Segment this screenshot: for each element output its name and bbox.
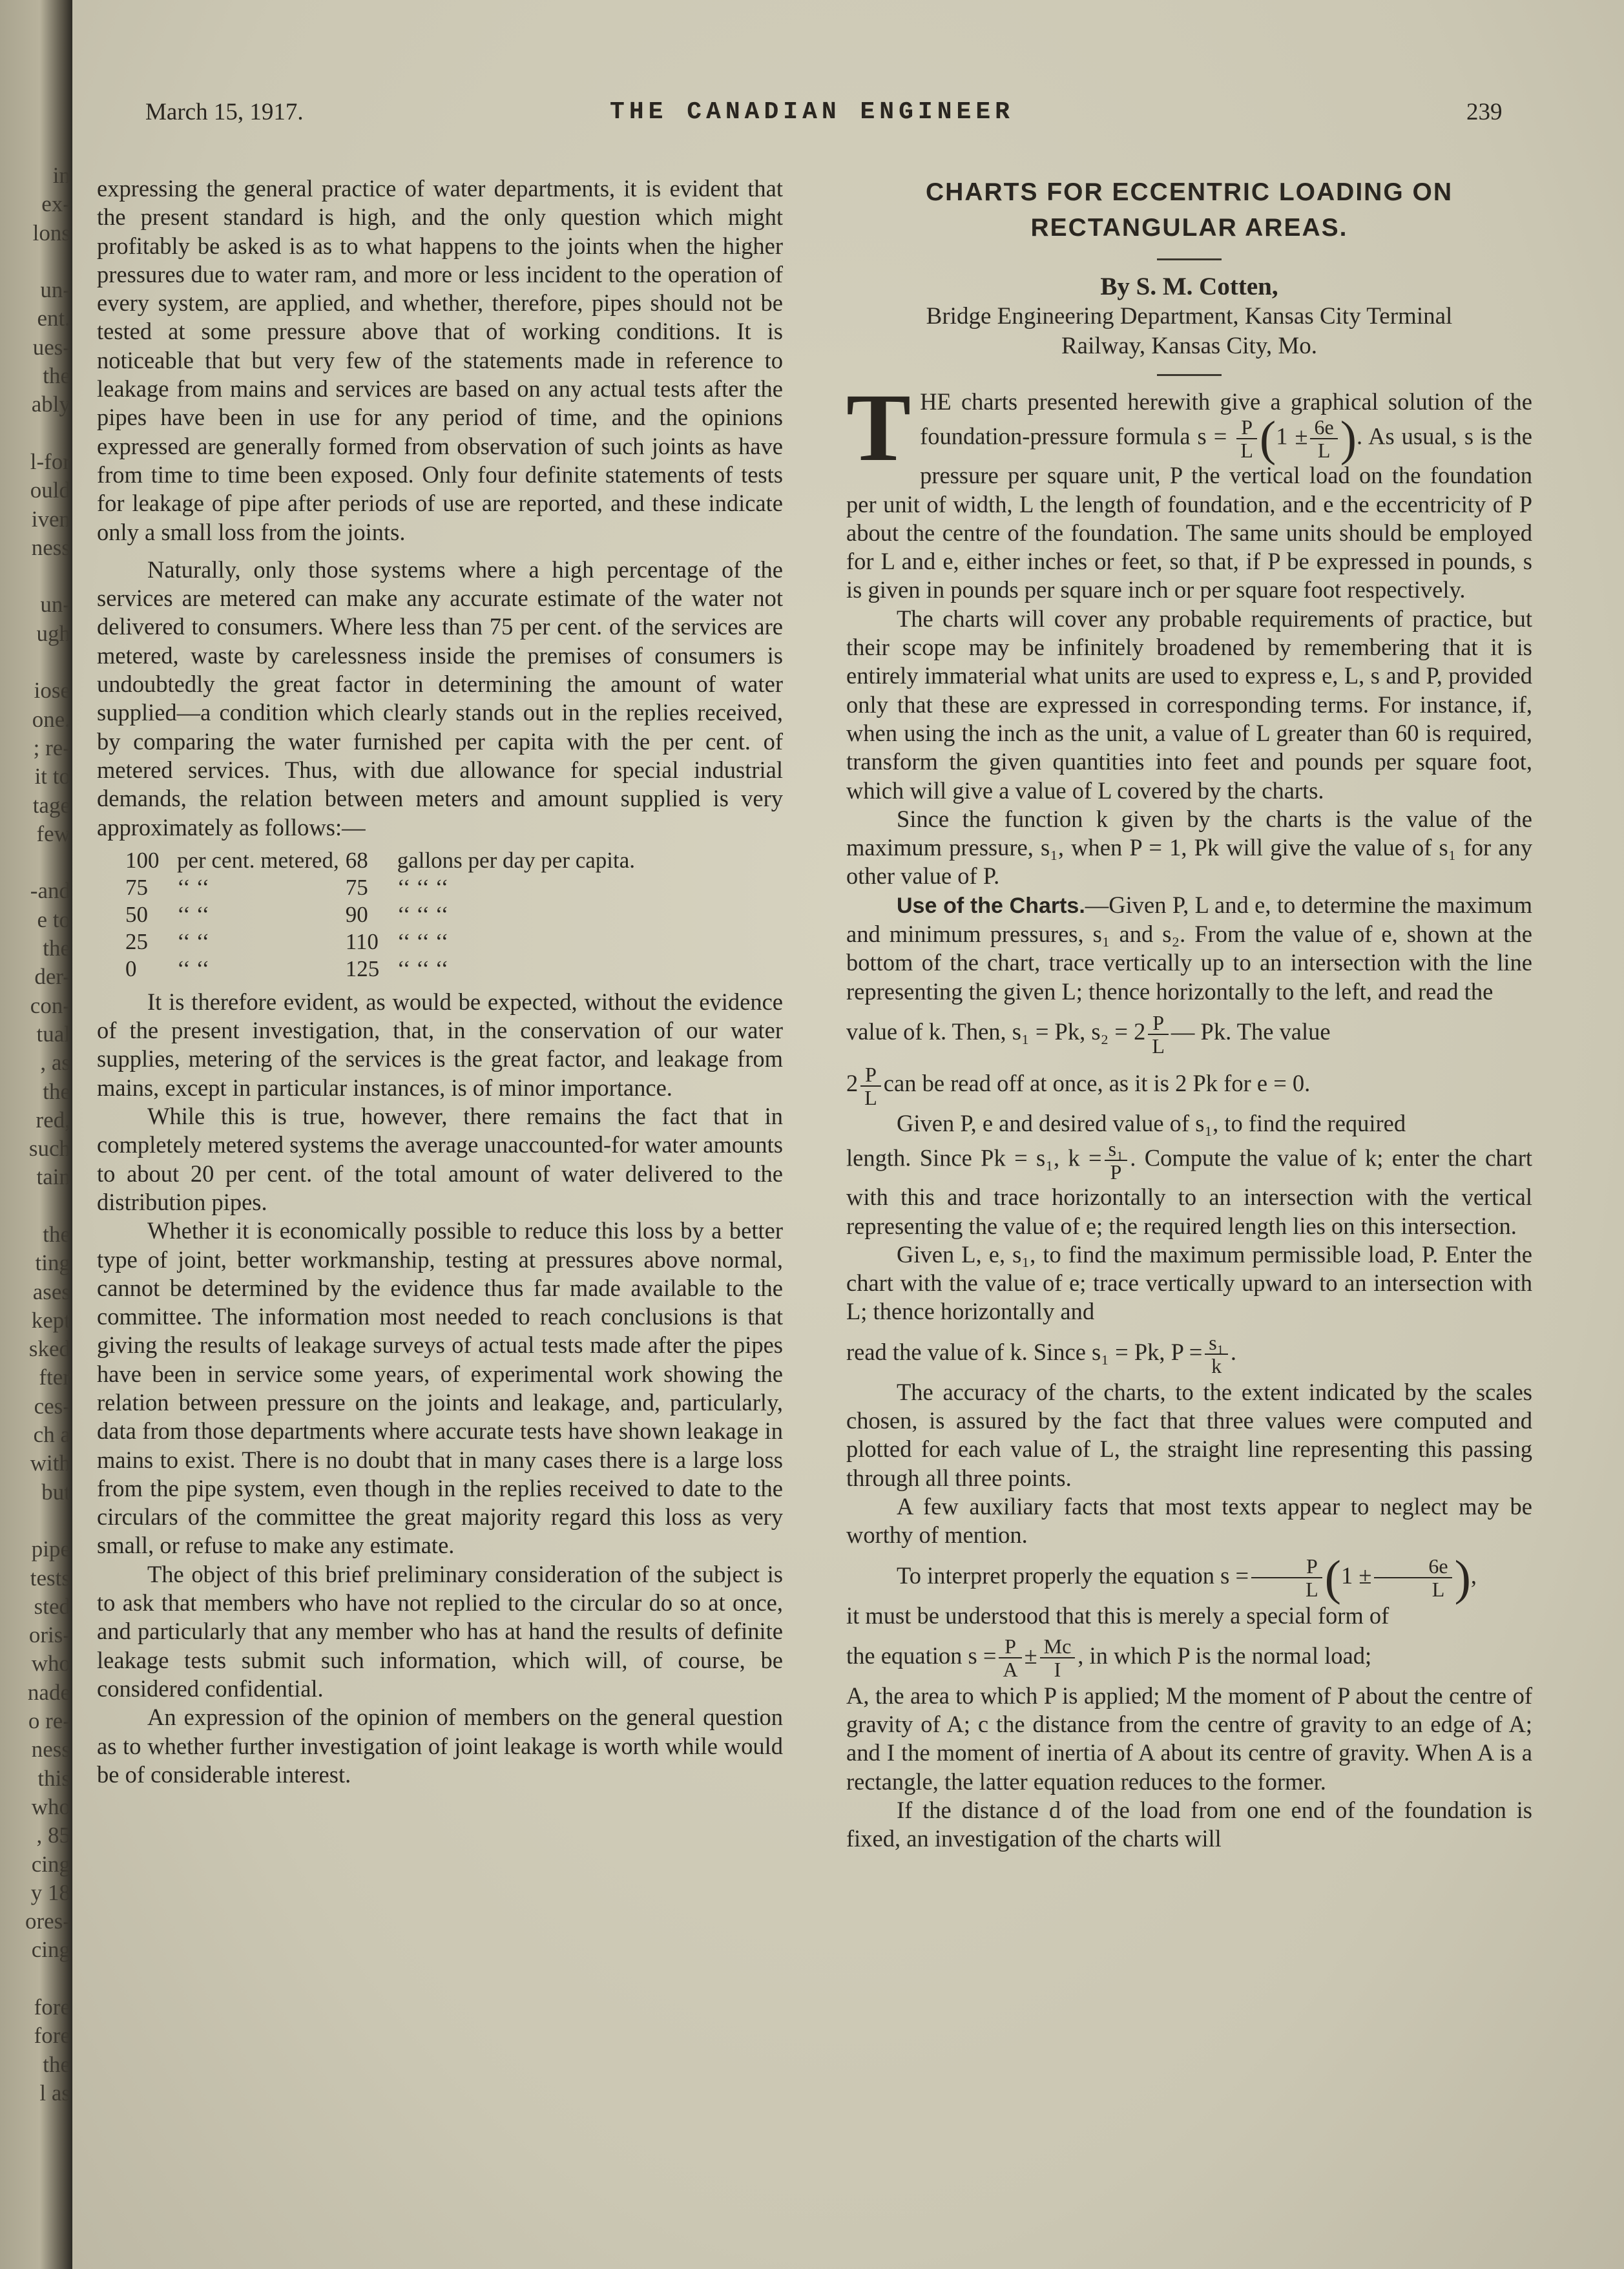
fragment-line: it to (34, 764, 70, 789)
left-column (97, 174, 783, 1789)
fragment-line: red, (36, 1107, 70, 1133)
fragment-line: ues- (32, 334, 70, 360)
fragment-line: con- (30, 992, 70, 1018)
fragment-line: such (28, 1136, 70, 1162)
paragraph: it must be understood that this is merely a special form of (846, 1602, 1390, 1629)
article-title-line1: CHARTS FOR ECCENTRIC LOADING ON (926, 178, 1453, 206)
table-row (125, 901, 641, 928)
byline-rule (1157, 374, 1222, 376)
table-cell: ‘‘ ‘‘ (177, 956, 210, 981)
fragment-line: y 18 (30, 1879, 70, 1905)
fraction: $\frac{\text{s₁}}{k}$ (1205, 1332, 1228, 1377)
fragment-line: cing (31, 1937, 70, 1963)
running-head-date: March 15, 1917. (145, 99, 304, 125)
table-cell: 125 (345, 956, 380, 981)
table-cell: 0 (125, 956, 137, 981)
fragment-line: e to (37, 906, 70, 932)
fragment-line: the (43, 1078, 70, 1104)
title-rule (1157, 258, 1222, 260)
paragraph: value of k. Then, s₁ = Pk, s₂ = 2 $\frac{P}{L}$ — Pk. The value (846, 1010, 1331, 1058)
fragment-line: lons (32, 220, 70, 246)
fragment-line (0, 562, 70, 591)
fraction: $\frac{6e}{L}$ (1374, 1555, 1452, 1600)
fragment-line: l-for (30, 448, 70, 474)
paragraph: Given L, e, s₁, to find the maximum permissible load, P. Enter the chart with the value of e; trace vertically upward to an intersection with L; thence horizontally and (846, 1240, 1532, 1325)
paragraph: A few auxiliary facts that most texts appear to neglect may be worthy of mention. (846, 1492, 1532, 1549)
fragment-line: kept (31, 1307, 70, 1333)
right-column (846, 174, 1532, 1854)
fragment-line: the (43, 936, 70, 961)
fragment-line: -and (30, 878, 70, 904)
paragraph: expressing the general practice of water departments, it is evident that the present standard is high, and the only question which might profitably be asked is as to what happens to the joints when the higher pressures due to water ram, and more or less incident to the operation of every system, are applied, and whether, therefore, pipes should not be tested at some pressure above that of working conditions. It is noticeable that but very few of the statements made in reference to leakage from mains and services are based on any actual tests after the pipes have been in use for any period of time, and the opinions expressed are generally formed from observation of such joints as have from time to time been exposed. Only four definite statements of tests for leakage of pipe after periods of use are reported, and these indicate only a small loss from the joints. (97, 175, 783, 545)
fraction: $\frac{\text{s₁}}{P}$ (1105, 1138, 1128, 1183)
table-row (125, 928, 641, 956)
table-cell: 75 (345, 874, 368, 900)
fragment-line (0, 247, 70, 276)
table-cell: 90 (345, 901, 368, 927)
fraction: $\frac{6e}{L}$ (1310, 416, 1337, 461)
fragment-line: ex- (41, 191, 70, 217)
paragraph: THE charts presented herewith give a graphical solution of the foundation-pressure formula s = $\frac{P}{L}$ (1 ± $\frac{6e}{L}$ ). As usual, s is the pressure per square unit, P the vertical load on the foundation per unit of width, L the length of foundation, and e the eccentricity of P about the centre of the foundation. The same units should be employed for L and e, either inches or feet, so that, if P be expressed in pounds, s is given in pounds per square inch or per square foot respectively. (846, 374, 1532, 603)
fragment-line: tage (32, 792, 70, 818)
byline: By S. M. Cotten, (1100, 273, 1278, 300)
fragment-line: fore (34, 2023, 70, 2049)
fragment-line: but (41, 1479, 70, 1505)
fragment-line: tual (36, 1021, 70, 1047)
fragment-line: sted (34, 1593, 70, 1619)
drop-cap: T (846, 374, 911, 481)
paragraph: The object of this brief preliminary consideration of the subject is to ask that members who have not replied to the circular do so at once, and particularly that any member who has at hand the results of definite leakage tests submit such information, which will, of course, be considered confidential. (97, 1560, 783, 1702)
table-cell: ‘‘ ‘‘ (177, 901, 210, 927)
affiliation-line1: Bridge Engineering Department, Kansas City Terminal (926, 303, 1453, 329)
fragment-line: the (43, 2051, 70, 2077)
fragment-line: fter (39, 1365, 70, 1390)
fragment-line: ases (32, 1279, 70, 1304)
fragment-line: un- (40, 592, 70, 618)
fraction: $\frac{P}{L}$ (1236, 416, 1257, 461)
paragraph: length. Since Pk = s₁, k = $\frac{\text{s₁}}{P}$ . Compute the value of k; enter the chart with this and trace horizontally to an intersection with the vertical representing the value of e; the required length lies on this intersection. (846, 1137, 1532, 1239)
fragment-line: iven (31, 506, 70, 532)
table-cell: ‘‘ ‘‘ ‘‘ (397, 874, 449, 900)
paragraph: A, the area to which P is applied; M the moment of P about the centre of gravity of A; c the distance from the centre of gravity to an edge of A; and I the moment of inertia of A about its centre of gravity. When A is a rectangle, the latter equation reduces to the former. (846, 1682, 1532, 1795)
fragment-line: who (31, 1793, 70, 1819)
fragment-line (0, 1965, 70, 1993)
fragment-line: ould (30, 477, 70, 503)
paragraph: While this is true, however, there remains the fact that in completely metered systems the average unaccounted-for water amounts to about 20 per cent. of the total amount of water delivered to the distribution pipes. (97, 1103, 783, 1215)
table-cell: 68 (345, 847, 368, 873)
paragraph: If the distance d of the load from one end of the foundation is fixed, an investigation of the charts will (846, 1796, 1532, 1852)
affiliation-line2: Railway, Kansas City, Mo. (1061, 333, 1317, 359)
fragment-line: who (31, 1651, 70, 1677)
table-row (125, 956, 641, 983)
table-cell: ‘‘ ‘‘ ‘‘ (397, 956, 449, 981)
fragment-line: ent. (37, 306, 70, 331)
fragment-line: this (37, 1765, 70, 1791)
metering-table (125, 847, 641, 983)
fragment-line: o re- (28, 1708, 70, 1734)
fragment-line: ting (35, 1250, 70, 1276)
page-number: 239 (1466, 99, 1503, 125)
fragment-line: the (43, 1221, 70, 1247)
section-heading: Use of the Charts. (897, 893, 1085, 918)
table-cell: ‘‘ ‘‘ (177, 874, 210, 900)
fragment-line: der- (34, 964, 70, 990)
fragment-line: with (30, 1450, 70, 1476)
fragment-line: nade (27, 1679, 70, 1705)
fragment-line: in (52, 163, 70, 188)
fragment-line: the (43, 363, 70, 389)
article-title-line2: RECTANGULAR AREAS. (1030, 214, 1348, 242)
fragment-line: ores- (25, 1908, 70, 1934)
paragraph: Use of the Charts.—Given P, L and e, to determine the maximum and minimum pressures, s₁ and s₂. From the value of e, shown at the bottom of the chart, trace vertically up to an intersection with the line representing the given L; thence horizontally to the left, and read the (846, 891, 1532, 1005)
table-cell: ‘‘ ‘‘ ‘‘ (397, 901, 449, 927)
paragraph: It is therefore evident, as would be expected, without the evidence of the present investigation, that, in the conservation of our water supplies, metering of the services is the great factor, and leakage from mains, except in particular instances, is of minor importance. (97, 988, 783, 1101)
fragment-line: un- (40, 277, 70, 303)
paragraph: To interpret properly the equation s = $\frac{P}{L}$ (1 ± $\frac{6e}{L}$ ), (897, 1551, 1477, 1605)
paragraph: Naturally, only those systems where a high percentage of the services are metered can make any accurate estimate of the water not delivered to consumers. Where less than 75 per cent. of the services are metered, waste by carelessness inside the premises of consumers is undoubtedly the great factor in determining the amount of water supplied—a condition which clearly stands out in the replies received, by comparing the water furnished per capita with the per cent. of metered services. Thus, with due allowance for special industrial demands, the relation between meters and amount supplied is very approximately as follows:— (97, 556, 783, 841)
table-cell: 50 (125, 901, 148, 927)
table-cell: ‘‘ ‘‘ (177, 928, 210, 954)
paragraph: An expression of the opinion of members on the general question as to whether further investigation of joint leakage is worth while would be of considerable interest. (97, 1704, 783, 1788)
fragment-line: , 85 (36, 1823, 70, 1848)
fragment-line: sked (28, 1336, 70, 1362)
paragraph: Given P, e and desired value of s₁, to find the required (897, 1109, 1406, 1136)
paragraph: Since the function k given by the charts is the value of the maximum pressure, s₁, when P = 1, Pk will give the value of s₁ for any other value of P. (846, 805, 1532, 890)
fragment-line: ugh (36, 620, 70, 646)
fragment-line: few (36, 821, 70, 846)
paragraph: The charts will cover any probable requirements of practice, but their scope may be infinitely broadened by remembering that it is entirely immaterial what units are used to express e, L, s and P, provided only that these are expressed in corresponding terms. For instance, if, when using the inch as the unit, a value of L greater than 60 is required, transform the given quantities into feet and pounds per square foot, which will give a value of L covered by the charts. (846, 605, 1532, 804)
fragment-line (0, 1192, 70, 1220)
fragment-line: ; re- (33, 735, 70, 760)
paragraph: read the value of k. Since s₁ = Pk, P = $\frac{\text{s₁}}{k}$ . (846, 1331, 1237, 1378)
fraction: $\frac{P}{A}$ (999, 1635, 1021, 1680)
fragment-line (0, 1507, 70, 1535)
fraction: $\frac{P}{L}$ (1251, 1555, 1322, 1600)
fragment-line (0, 848, 70, 877)
table-row (125, 847, 641, 874)
paragraph: Whether it is economically possible to reduce this loss by a better type of joint, better workmanship, testing at pressures above normal, cannot be determined by the evidence thus far made available to the committee. The information most needed to reach conclusions is that giving the results of leakage surveys of actual tests made after the pipes have been in service some years, of experimental work showing the relation between pressure on the joints and leakage, and, particularly, data from those departments where accurate tests have shown leakage in mains to exist. There is no doubt that in many cases there is a large loss from the pipe system, even though in the replies received to date to the circulars of the committee the great majority regard this loss as very small, or refuse to make any estimate. (97, 1217, 783, 1559)
fragment-line: ness (31, 1737, 70, 1762)
fragment-line: oris- (28, 1622, 70, 1648)
fragment-line: l as (39, 2080, 70, 2106)
fraction: $\frac{P}{L}$ (860, 1063, 881, 1109)
table-cell: 75 (125, 874, 148, 900)
table-cell: ‘‘ ‘‘ ‘‘ (397, 928, 449, 954)
paragraph: the equation s = $\frac{P}{A}$ ± $\frac{Mc}{I}$ , in which P is the normal load; (846, 1635, 1372, 1682)
fragment-line (0, 648, 70, 676)
fraction: $\frac{Mc}{I}$ (1040, 1635, 1076, 1680)
fragment-line: ably (31, 392, 70, 417)
fragment-line (0, 419, 70, 448)
table-cell: gallons per day per capita. (397, 847, 636, 873)
previous-page-text-fragments (0, 162, 70, 2107)
fragment-line: cing (31, 1851, 70, 1877)
fragment-line: one. (32, 706, 70, 732)
table-row (125, 874, 641, 901)
fraction: $\frac{P}{L}$ (1148, 1012, 1169, 1057)
running-head-journal: THE CANADIAN ENGINEER (610, 98, 1014, 126)
fragment-line: ces- (34, 1393, 70, 1419)
fragment-line: tests (30, 1565, 70, 1591)
fragment-line: tain (36, 1164, 70, 1190)
fragment-line: , as (40, 1050, 70, 1076)
fragment-line: fore (34, 1994, 70, 2020)
paragraph: 2 $\frac{P}{L}$ can be read off at once, as it is 2 Pk for e = 0. (846, 1062, 1311, 1109)
fragment-line: iose (34, 678, 70, 704)
paragraph: The accuracy of the charts, to the extent indicated by the scales chosen, is assured by the fact that three values were computed and plotted for each value of L, the straight line representing this passing through all three points. (846, 1378, 1532, 1491)
fragment-line: ness (31, 534, 70, 560)
table-cell: 110 (345, 928, 379, 954)
fragment-line: ch a (33, 1422, 70, 1448)
fragment-line: pipe (31, 1536, 70, 1562)
table-cell: 25 (125, 928, 148, 954)
table-cell: 100 (125, 847, 160, 873)
table-cell: per cent. metered, (177, 847, 339, 873)
